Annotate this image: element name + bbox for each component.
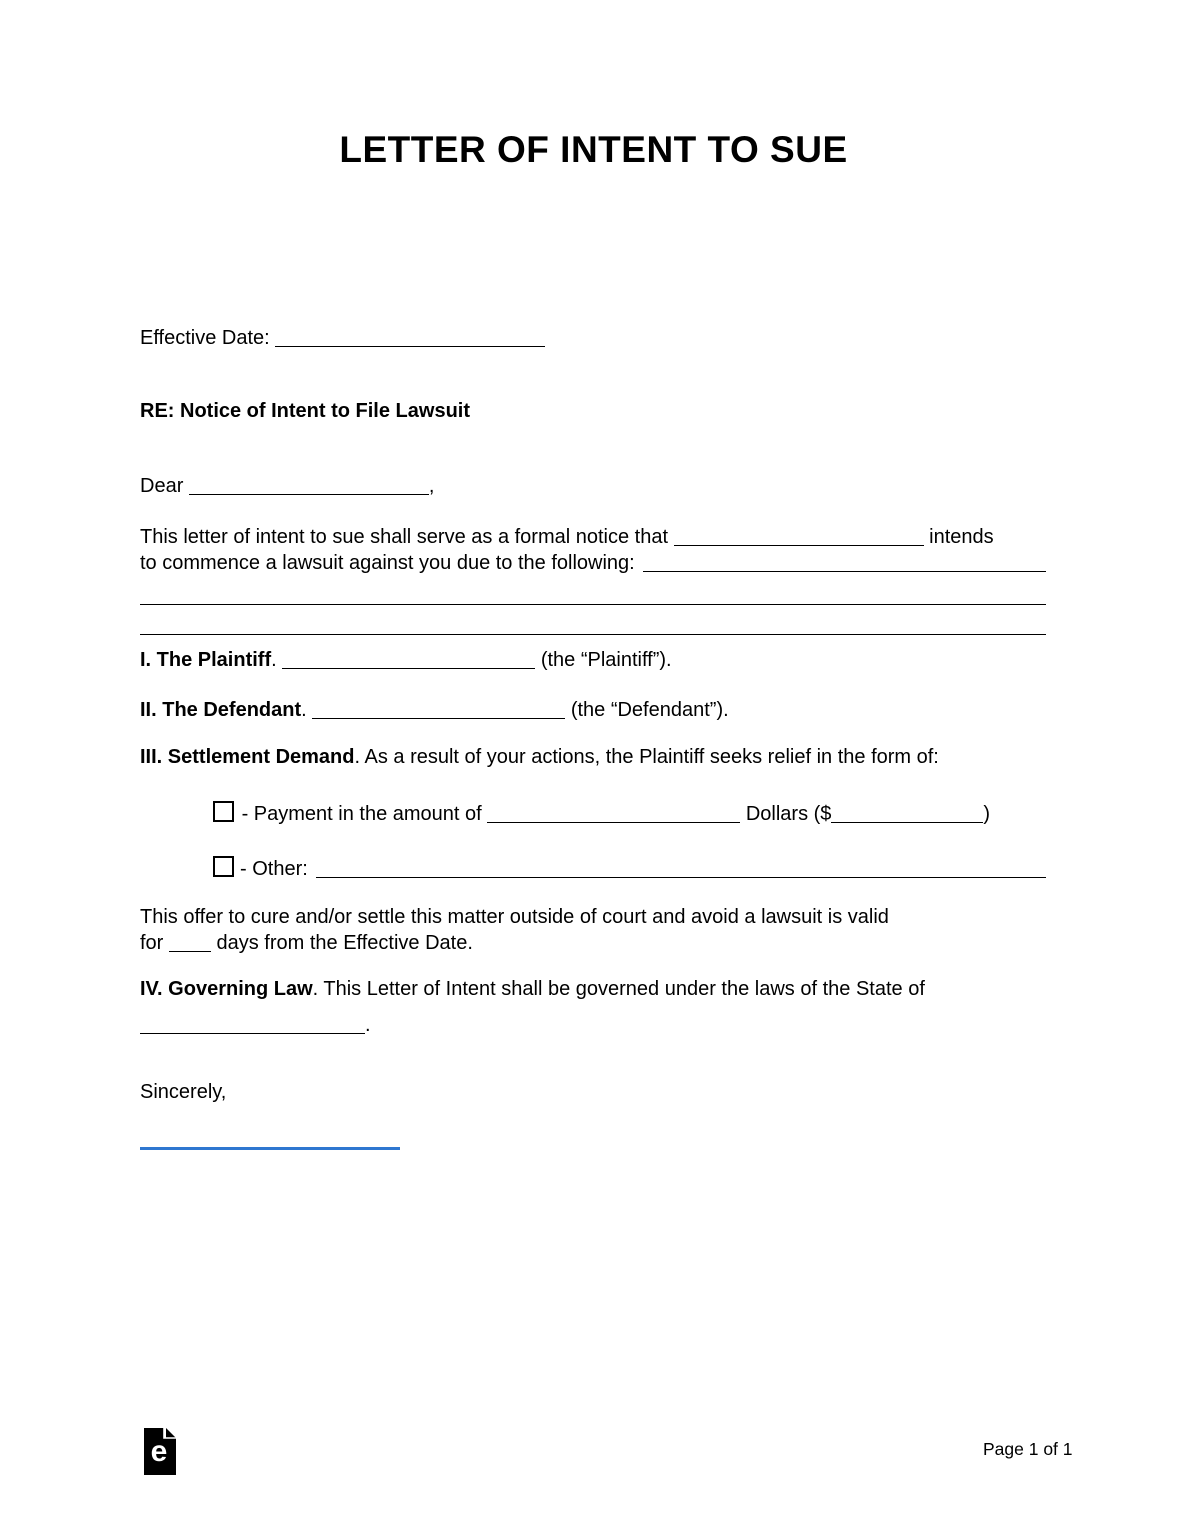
intro-line-1 (140, 523, 1046, 549)
other-checkbox[interactable] (213, 856, 234, 877)
payment-option-text: - Payment in the amount of (241, 803, 482, 825)
reason-blank-2[interactable] (140, 575, 1046, 605)
offer-validity-line-2 (140, 929, 1046, 955)
payment-amount-words-blank[interactable] (487, 803, 740, 823)
offer-validity-rest: days from the Effective Date. (216, 932, 473, 954)
intro-text-2: intends (929, 526, 994, 548)
logo-letter: e (150, 1435, 168, 1468)
effective-date-blank[interactable] (275, 327, 545, 347)
defendant-separator: . (301, 699, 307, 721)
offer-validity-paragraph (140, 906, 1046, 955)
payment-option-line (213, 799, 1046, 827)
salutation-label: Dear (140, 475, 184, 497)
governing-law-label: IV. Governing Law (140, 978, 313, 1000)
subject-line: RE: Notice of Intent to File Lawsuit (140, 400, 470, 422)
settlement-demand-label: III. Settlement Demand (140, 746, 355, 768)
intro-line-2 (140, 549, 1046, 575)
defendant-line (140, 696, 1046, 723)
payment-close-paren: ) (983, 803, 991, 825)
plaintiff-separator: . (271, 649, 277, 671)
intro-text-1: This letter of intent to sue shall serve as a formal notice that (140, 526, 669, 548)
effective-date-label: Effective Date: (140, 327, 270, 349)
offer-validity-for: for (140, 932, 164, 954)
other-option-text: - Other: (240, 858, 308, 880)
defendant-label: II. The Defendant (140, 699, 302, 721)
validity-days-blank[interactable] (169, 932, 211, 952)
signature-line[interactable] (140, 1147, 400, 1150)
effective-date-line (140, 324, 1046, 351)
plaintiff-line (140, 646, 1046, 673)
payment-dollars-text: Dollars ($ (745, 803, 832, 825)
intro-paragraph (140, 523, 1046, 635)
payment-amount-number-blank[interactable] (831, 803, 983, 823)
sender-name-blank[interactable] (674, 526, 924, 546)
plaintiff-after-text: (the “Plaintiff”). (540, 649, 672, 671)
intro-text-3: to commence a lawsuit against you due to the following: (140, 552, 635, 574)
page-title: LETTER OF INTENT TO SUE (339, 129, 848, 170)
other-description-blank[interactable] (316, 858, 1046, 878)
governing-law-line-2 (140, 1011, 1046, 1037)
state-blank[interactable] (140, 1014, 365, 1034)
governing-law-text: . This Letter of Intent shall be governed under the laws of the State of (312, 978, 925, 1000)
other-option-line (213, 854, 1046, 882)
salutation-line (140, 472, 1046, 499)
closing-line: Sincerely, (140, 1081, 227, 1103)
governing-law-line-1 (140, 978, 1046, 1001)
eforms-logo-icon (144, 1428, 176, 1475)
governing-law-period: . (365, 1014, 371, 1036)
defendant-name-blank[interactable] (312, 699, 565, 719)
reason-blank-3[interactable] (140, 605, 1046, 635)
salutation-comma: , (428, 475, 435, 497)
plaintiff-name-blank[interactable] (282, 649, 535, 669)
page-number: Page 1 of 1 (983, 1439, 1073, 1459)
recipient-name-blank[interactable] (189, 475, 429, 495)
payment-checkbox[interactable] (213, 801, 234, 822)
settlement-demand-text: . As a result of your actions, the Plaintiff seeks relief in the form of: (354, 746, 939, 768)
reason-blank-1[interactable] (643, 552, 1046, 572)
defendant-after-text: (the “Defendant”). (570, 699, 729, 721)
settlement-demand-line (140, 744, 1046, 770)
governing-law-paragraph (140, 978, 1046, 1037)
offer-validity-line-1: This offer to cure and/or settle this matter outside of court and avoid a lawsuit is valid (140, 906, 889, 928)
plaintiff-label: I. The Plaintiff (140, 649, 272, 671)
